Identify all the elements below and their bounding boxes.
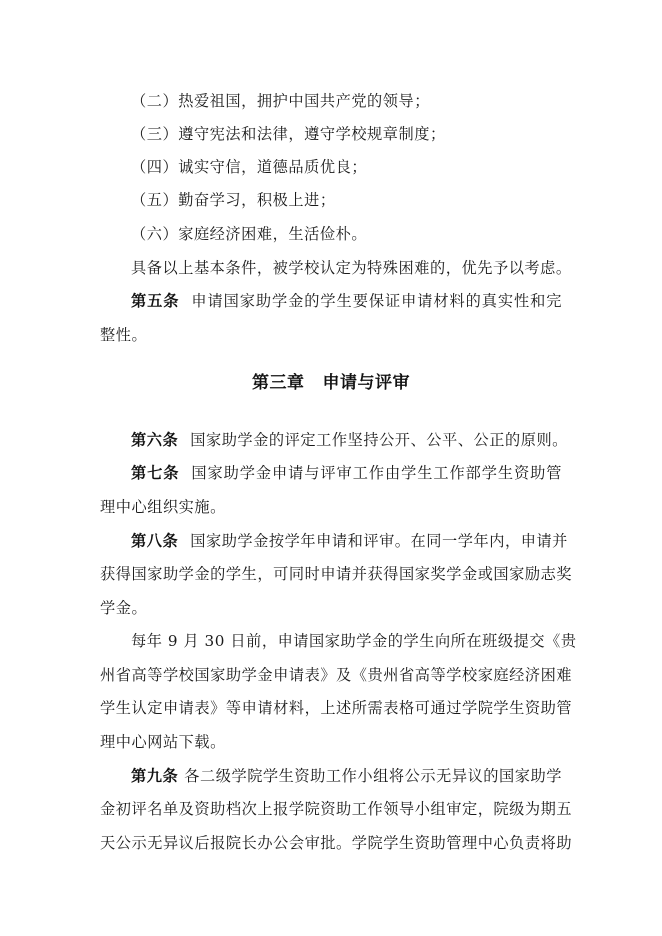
article-7-continuation: 理中心组织实施。 <box>100 498 226 516</box>
article-text: 国家助学金的评定工作坚持公开、公平、公正的原则。 <box>190 431 568 449</box>
condition-item-5: （五）勤奋学习，积极上进； <box>131 191 336 209</box>
chapter-number: 第三章 <box>252 373 305 393</box>
chapter-heading <box>0 371 662 395</box>
deadline-paragraph-continuation-1: 州省高等学校国家助学金申请表》及《贵州省高等学校家庭经济困难 <box>100 666 573 684</box>
article-8-continuation-1: 获得国家助学金的学生，可同时申请并获得国家奖学金或国家励志奖 <box>100 565 573 583</box>
article-9-continuation-1: 金初评名单及资助档次上报学院资助工作领导小组审定，院级为期五 <box>100 800 573 818</box>
article-label: 第八条 <box>131 532 179 550</box>
priority-note: 具备以上基本条件，被学校认定为特殊困难的，优先予以考虑。 <box>131 259 572 277</box>
article-8-continuation-2: 学金。 <box>100 599 148 617</box>
article-text: 申请国家助学金的学生要保证申请材料的真实性和完 <box>191 292 562 310</box>
article-label: 第五条 <box>131 292 180 310</box>
article-5 <box>131 290 562 312</box>
article-label: 第九条 <box>131 767 179 785</box>
article-text: 国家助学金申请与评审工作由学生工作部学生资助管 <box>191 464 562 482</box>
article-label: 第六条 <box>131 431 179 449</box>
condition-item-4: （四）诚实守信，道德品质优良； <box>131 158 368 176</box>
article-6 <box>131 429 568 451</box>
article-label: 第七条 <box>131 464 180 482</box>
article-8 <box>131 530 568 552</box>
deadline-paragraph-continuation-2: 学生认定申请表》等申请材料，上述所需表格可通过学院学生资助管 <box>100 699 573 717</box>
condition-item-6: （六）家庭经济困难，生活俭朴。 <box>131 225 368 243</box>
condition-item-3: （三）遵守宪法和法律，遵守学校规章制度； <box>131 125 446 143</box>
article-9 <box>131 765 562 787</box>
article-5-continuation: 整性。 <box>100 326 148 344</box>
article-9-continuation-2: 天公示无异议后报院长办公会审批。学院学生资助管理中心负责将助 <box>100 834 573 852</box>
article-text: 国家助学金按学年申请和评审。在同一学年内，申请并 <box>190 532 568 550</box>
chapter-title: 申请与评审 <box>322 373 410 393</box>
article-7 <box>131 462 562 484</box>
article-text: 各二级学院学生资助工作小组将公示无异议的国家助学 <box>184 767 563 785</box>
condition-item-2: （二）热爱祖国，拥护中国共产党的领导； <box>131 92 431 110</box>
deadline-paragraph-continuation-3: 理中心网站下载。 <box>100 733 226 751</box>
deadline-paragraph: 每年 9 月 30 日前，申请国家助学金的学生向所在班级提交《贵 <box>131 632 577 650</box>
